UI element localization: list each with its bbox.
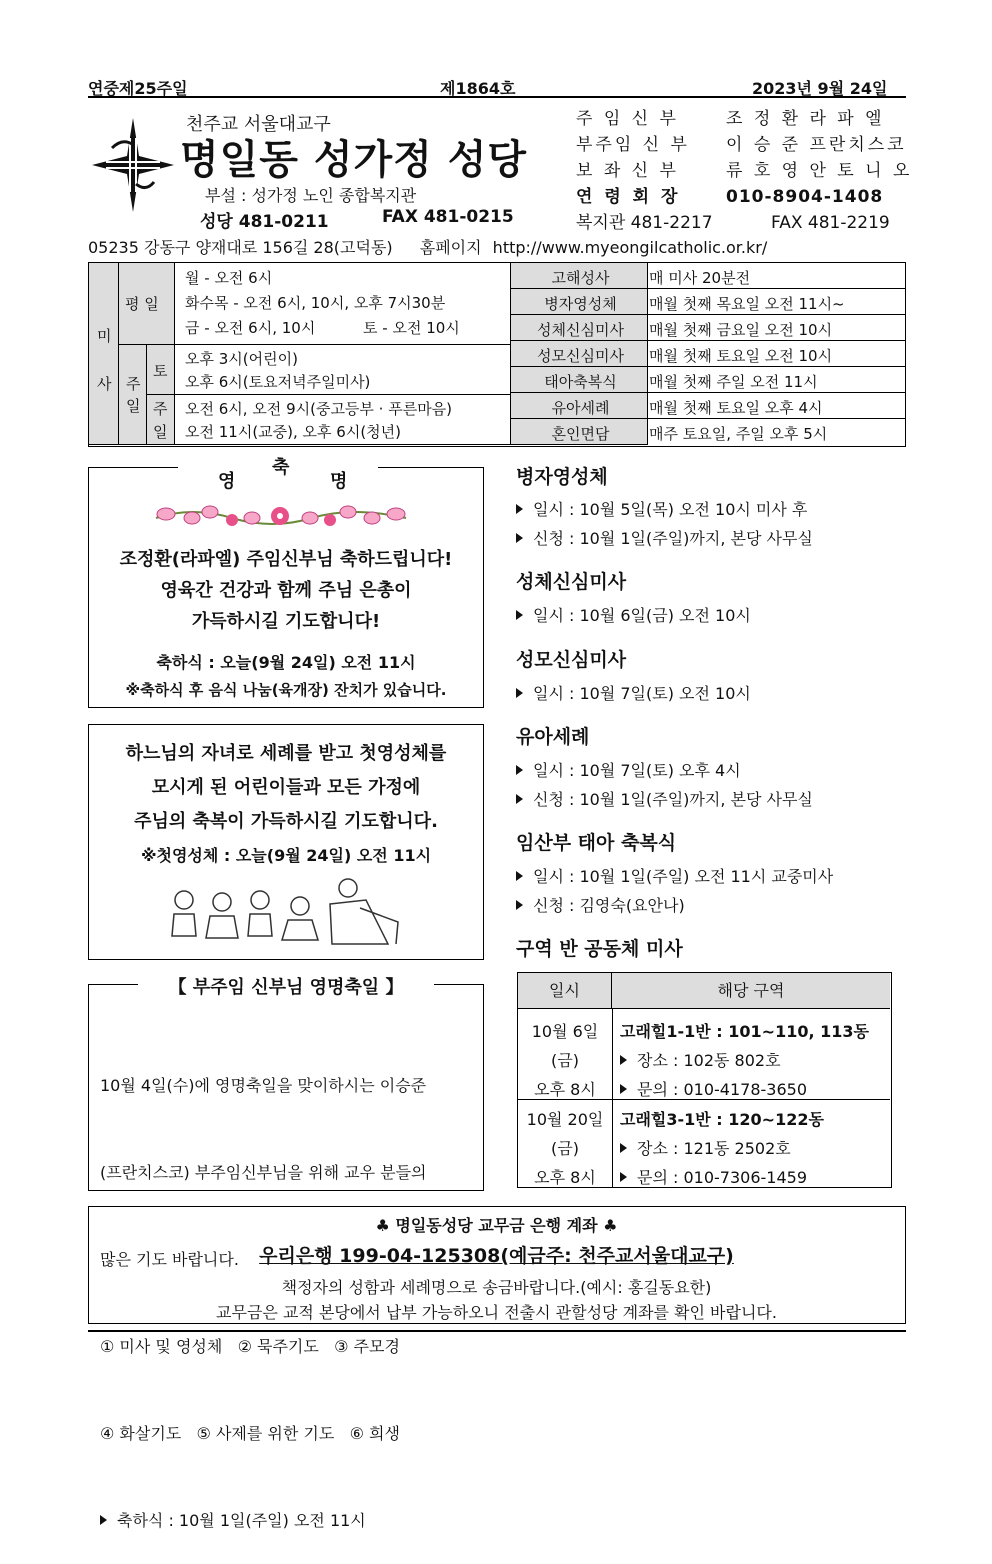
bullet-icon [516,610,523,620]
schedule-label: 성모신심미사 [537,347,624,365]
staff-name: 이 승 준 프란치스코 [726,135,907,155]
mass-label-sa: 사 [97,375,112,393]
week-label: 연중제25주일 [88,79,188,98]
district-date-line: 오후 8시 [534,1080,596,1099]
notice-item [516,526,813,549]
bullet-icon [620,1143,627,1153]
bank-title: ♣ 명일동성당 교무금 은행 계좌 ♣ [375,1216,618,1235]
assistant-ceremony: 축하식 : 10월 1일(주일) 오전 11시 [117,1511,366,1530]
notice-item-text: 일시 : 10월 1일(주일) 오전 11시 교중미사 [533,867,834,886]
staff-row [576,106,912,132]
bank-note-2: 교무금은 교적 본당에서 납부 가능하오니 전출시 관할성당 계좌를 확인 바랍니다. [216,1303,777,1322]
district-col-divider [612,1009,613,1187]
mass-label-mi: 미 [97,327,112,345]
district-contact-row [620,1163,824,1192]
assistant-feast-title: 【 부주임 신부님 영명축일 】 [138,973,434,999]
schedule-value: 매월 첫째 금요일 오전 10시 [649,321,833,339]
notice-item-text: 일시 : 10월 5일(목) 오전 10시 미사 후 [533,500,808,519]
feast-line: 가득하시길 기도합니다! [191,611,381,632]
district-place-row [620,1134,824,1163]
staff-role: 복지관 481-2217 [576,213,713,233]
communion-note: ※첫영성체 : 오늘(9월 24일) 오전 11시 [140,846,432,865]
district-row-date [518,1017,612,1104]
schedule-row-divider [511,340,905,341]
bullet-icon [620,1084,627,1094]
feast-note: ※축하식 후 음식 나눔(육개장) 잔치가 있습니다. [125,681,447,699]
bullet-icon [516,688,523,698]
district-row-area [620,1105,824,1192]
flower-garland-icon [152,498,410,532]
schedule-row-divider [511,392,905,393]
notice-item-text: 일시 : 10월 6일(금) 오전 10시 [533,606,751,625]
weekday-label: 평 일 [125,295,159,313]
sunday-sub-label-il: 일 [153,423,168,441]
notice-item [516,603,751,626]
district-contact: 문의 : 010-4178-3650 [637,1080,807,1099]
schedule-value: 매월 첫째 토요일 오전 10시 [649,347,833,365]
schedule-label: 성체신심미사 [537,321,624,339]
staff-role: 연 령 회 장 [576,187,681,207]
facility-label: 부설 : 성가정 노인 종합복지관 [205,186,417,205]
homepage-label: 홈페이지 [419,238,482,257]
assistant-line: ④ 화살기도 ⑤ 사제를 위한 기도 ⑥ 희생 [100,1424,400,1443]
district-row-date [518,1105,612,1192]
feast-title-char: 영 [218,471,236,492]
notice-item-text: 일시 : 10월 7일(토) 오전 10시 [533,684,751,703]
staff-row [576,158,912,184]
district-date-line: 오후 8시 [534,1168,596,1187]
feast-message [88,544,484,637]
notice-item [516,758,741,781]
bullet-icon [516,765,523,775]
bank-account: 우리은행 199-04-125308(예금주: 천주교서울대교구) [259,1245,734,1267]
notice-title: 병자영성체 [516,466,608,488]
notice-title: 성체신심미사 [516,571,627,593]
sunday-label-ju: 주 [126,375,141,393]
staff-name: 조 정 환 라 파 엘 [726,109,885,129]
homepage-link[interactable]: http://www.myeongilcatholic.or.kr/ [492,238,768,257]
district-head-date: 일시 [518,973,612,1009]
notice-item-text: 일시 : 10월 7일(토) 오후 4시 [533,761,741,780]
schedule-row-divider [511,288,905,289]
notice-item-text: 신청 : 김영숙(요안나) [533,896,685,915]
sunday-time: 오전 6시, 오전 9시(중고등부 · 푸른마음) [185,400,453,418]
communion-message [88,737,484,839]
schedule-value: 매월 첫째 주일 오전 11시 [649,373,818,391]
notice-item [516,497,807,520]
parish-logo-icon [92,118,174,212]
schedule-row-divider [511,418,905,419]
assistant-ceremony-row [100,1506,427,1535]
feast-title-char: 축 [272,457,290,478]
staff-name: FAX 481-2219 [771,213,890,233]
notice-item-text: 신청 : 10월 1일(주일)까지, 본당 사무실 [533,529,813,548]
district-contact-row [620,1075,869,1104]
assistant-line: 10월 4일(수)에 영명축일을 맞이하시는 이승준 [100,1076,427,1095]
notice-item-text: 신청 : 10월 1일(주일)까지, 본당 사무실 [533,790,813,809]
notice-title: 유아세례 [516,726,590,748]
district-date-line: (금) [551,1051,579,1070]
bank-note-1: 책정자의 성함과 세례명으로 송금바랍니다.(예시: 홍길동요한) [281,1278,712,1297]
staff-row [576,132,912,158]
bullet-icon [620,1172,627,1182]
bullet-icon [516,900,523,910]
staff-row [576,184,912,210]
assistant-line: ① 미사 및 영성체 ② 묵주기도 ③ 주모경 [100,1337,400,1356]
staff-role: 부주임 신 부 [576,135,690,155]
mass-label-cell [89,263,119,445]
saturday-time: 오후 6시(토요저녁주일미사) [185,373,371,391]
assistant-line: (프란치스코) 부주임신부님을 위해 교우 분들의 [100,1163,427,1182]
staff-name: 류 호 영 안 토 니 오 [726,161,913,181]
district-area: 고래힐3-1반 : 120~122동 [620,1110,824,1129]
notice-title: 임산부 태아 축복식 [516,832,677,854]
schedule-value: 매월 첫째 토요일 오후 4시 [649,399,823,417]
sunday-label-il: 일 [126,397,141,415]
bullet-icon [516,533,523,543]
district-head-area: 해당 구역 [612,973,890,1009]
district-title: 구역 반 공동체 미사 [516,938,683,960]
address [88,235,767,258]
issue-number: 제1864호 [440,79,516,98]
district-contact: 문의 : 010-7306-1459 [637,1168,807,1187]
district-date-line: 10월 20일 [526,1110,604,1129]
top-divider [88,96,906,98]
district-place-row [620,1046,869,1075]
saturday-time: 오후 3시(어린이) [185,350,298,368]
assistant-line: 많은 기도 바랍니다. [100,1250,239,1269]
bullet-icon [100,1515,107,1525]
notice-item [516,893,685,916]
weekday-time: 월 - 오전 6시 [185,269,273,287]
schedule-label: 유아세례 [551,399,610,417]
children-with-priest-icon [160,878,410,948]
communion-line: 주님의 축복이 가득하시길 기도합니다. [134,811,438,832]
staff-list [576,106,912,236]
sunday-time: 오전 11시(교중), 오후 6시(청년) [185,423,402,441]
bullet-icon [516,871,523,881]
address-text: 05235 강동구 양재대로 156길 28(고덕동) [88,238,393,257]
schedule-label: 병자영성체 [544,295,617,313]
district-row-area [620,1017,869,1104]
staff-role: 주 임 신 부 [576,109,679,129]
schedule-label: 혼인면담 [551,425,610,443]
bottom-divider [88,1330,906,1332]
bullet-icon [620,1055,627,1065]
notice-item [516,681,751,704]
staff-row [576,210,912,236]
notice-item [516,787,813,810]
communion-line: 하느님의 자녀로 세례를 받고 첫영성체를 [125,743,447,764]
schedule-row-divider [511,314,905,315]
bullet-icon [516,794,523,804]
bullet-icon [516,504,523,514]
schedule-value: 매월 첫째 목요일 오전 11시~ [649,295,845,313]
parish-fax: FAX 481-0215 [382,207,514,227]
district-area: 고래힐1-1반 : 101~110, 113동 [620,1022,869,1041]
communion-line: 모시게 된 어린이들과 모든 가정에 [151,777,421,798]
district-table [517,972,892,1188]
staff-role: 보 좌 신 부 [576,161,679,181]
parish-phone: 성당 481-0211 [200,212,329,232]
district-date-line: (금) [551,1139,579,1158]
sunday-sub-label-ju: 주 [153,400,168,418]
parish-name: 명일동 성가정 성당 [180,137,527,183]
district-date-line: 10월 6일 [531,1022,599,1041]
diocese-name: 천주교 서울대교구 [186,114,331,135]
weekday-time: 화수목 - 오전 6시, 10시, 오후 7시30분 [185,294,446,312]
schedule-row-divider [511,366,905,367]
feast-title-char: 명 [330,471,348,492]
schedule-value: 매주 토요일, 주일 오후 5시 [649,425,828,443]
weekday-time: 금 - 오전 6시, 10시 토 - 오전 10시 [185,319,460,337]
bank-account-box [88,1206,906,1324]
schedule-label: 태아축복식 [544,373,617,391]
schedule-label: 고해성사 [551,269,610,287]
feast-line: 영육간 건강과 함께 주님 은총이 [160,580,412,601]
feast-ceremony: 축하식 : 오늘(9월 24일) 오전 11시 [156,653,416,672]
notice-title: 성모신심미사 [516,649,627,671]
saturday-label: 토 [153,362,168,380]
staff-name: 010-8904-1408 [726,187,884,207]
mass-schedule-table [88,262,906,447]
schedule-value: 매 미사 20분전 [649,269,751,287]
feast-line: 조정환(라파엘) 주임신부님 축하드립니다! [119,549,453,570]
district-place: 장소 : 102동 802호 [637,1051,781,1070]
notice-item [516,864,833,887]
district-place: 장소 : 121동 2502호 [637,1139,791,1158]
date-label: 2023년 9월 24일 [752,79,888,98]
